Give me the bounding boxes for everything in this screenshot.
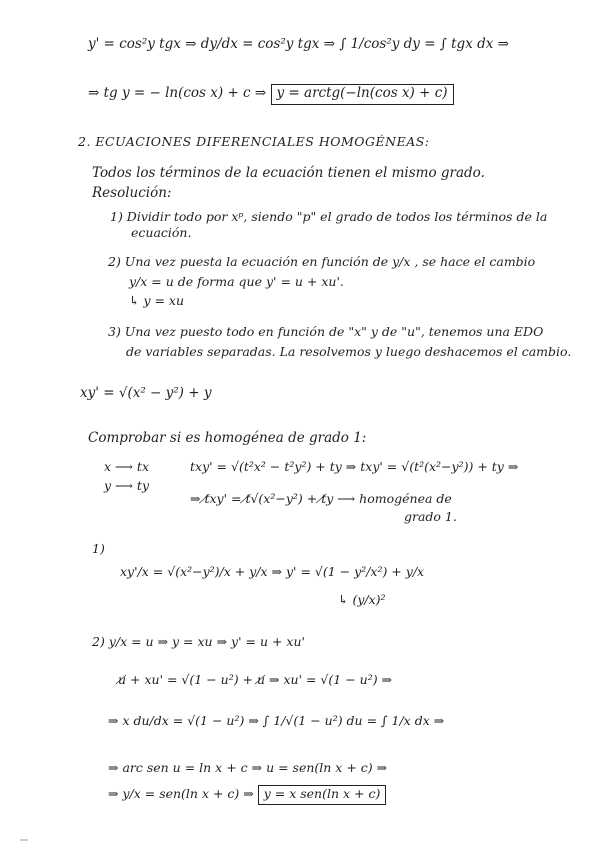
part-1-equation: xy'/x = √(x²−y²)/x + y/x ⇒ y' = √(1 − y²/x²) + y/x <box>120 564 425 579</box>
example-equation: xy' = √(x² − y²) + y <box>80 385 212 401</box>
part-2-equation-2: u̸ + xu' = √(1 − u²) + u̸ ⇒ xu' = √(1 − u²) ⇒ <box>118 672 393 687</box>
part-2-equation-5 <box>108 785 386 805</box>
check-equation-2: ⇒ t̸xy' = t̸√(x²−y²) + t̸y ⟶ homogénea de <box>190 491 452 506</box>
resolucion-label: Resolución: <box>92 185 172 201</box>
equation-line-with-result <box>88 84 454 105</box>
equation-text: ⇒ tg y = − ln(cos x) + c ⇒ <box>88 85 267 101</box>
definition-text: Todos los términos de la ecuación tienen el mismo grado. <box>92 165 485 181</box>
section-title: 2. ECUACIONES DIFERENCIALES HOMOGÉNEAS: <box>78 134 430 149</box>
equation-line: y' = cos²y tgx ⇒ dy/dx = cos²y tgx ⇒ ∫ 1/cos²y dy = ∫ tgx dx ⇒ <box>88 36 509 52</box>
step-3-line-b: de variables separadas. La resolvemos y luego deshacemos el cambio. <box>126 344 572 359</box>
scan-mark <box>18 836 58 844</box>
check-equation-1: txy' = √(t²x² − t²y²) + ty ⇒ txy' = √(t²(x²−y²)) + ty ⇒ <box>190 459 519 474</box>
part-1-label: 1) <box>92 541 105 556</box>
check-equation-3: grado 1. <box>404 509 457 524</box>
boxed-result: y = x sen(ln x + c) <box>258 785 387 805</box>
step-3-line-a: 3) Una vez puesto todo en función de "x" y de "u", tenemos una EDO <box>108 324 544 339</box>
step-2-line-b: y/x = u de forma que y' = u + xu'. <box>129 274 344 289</box>
step-2-line-a: 2) Una vez puesta la ecuación en función de y/x , se hace el cambio <box>108 254 536 269</box>
step-1-line-b: ecuación. <box>131 225 192 240</box>
equation-text: ⇒ y/x = sen(ln x + c) ⇒ <box>108 786 254 801</box>
substitution-x: x ⟶ tx <box>104 459 149 474</box>
check-label: Comprobar si es homogénea de grado 1: <box>88 430 367 446</box>
boxed-result: y = arctg(−ln(cos x) + c) <box>271 84 454 105</box>
step-2-line-c: ↳ y = xu <box>129 293 185 308</box>
substitution-y: y ⟶ ty <box>104 478 150 493</box>
part-2-equation-1: 2) y/x = u ⇒ y = xu ⇒ y' = u + xu' <box>92 634 305 649</box>
step-1-line-a: 1) Dividir todo por xᵖ, siendo "p" el grado de todos los términos de la <box>110 209 548 224</box>
part-2-equation-3: ⇒ x du/dx = √(1 − u²) ⇒ ∫ 1/√(1 − u²) du = ∫ 1/x dx ⇒ <box>108 713 445 728</box>
part-2-equation-4: ⇒ arc sen u = ln x + c ⇒ u = sen(ln x + c) ⇒ <box>108 760 388 775</box>
part-1-note: ↳ (y/x)² <box>338 592 386 607</box>
